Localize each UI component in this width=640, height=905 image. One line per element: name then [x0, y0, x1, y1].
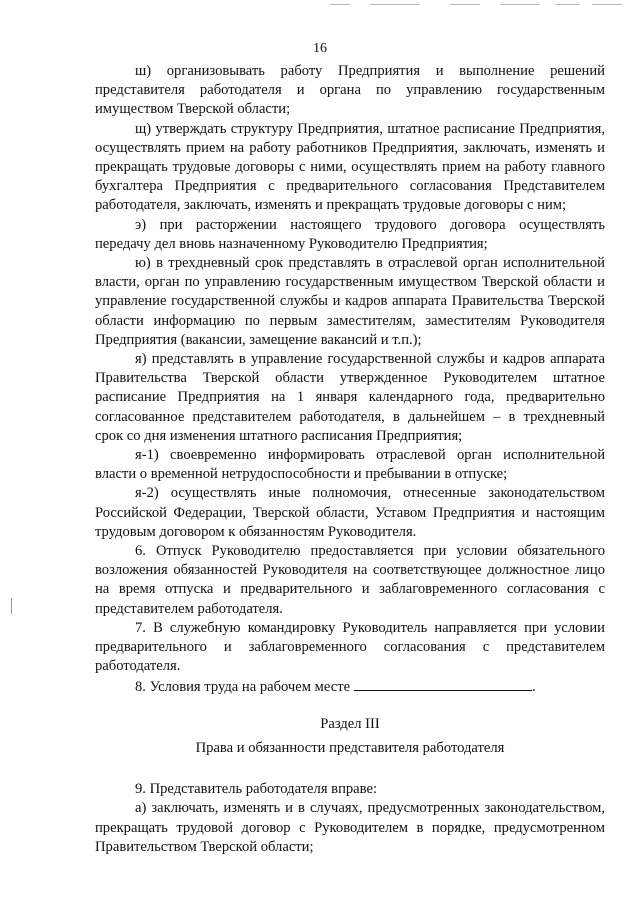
- page-number: 16: [313, 41, 327, 56]
- paragraph-8: [95, 677, 605, 697]
- paragraph-shch: щ) утверждать структуру Предприятия, штатное расписание Предприятия, осуществлять прием на работу работников Предприятия, заключать, изменять и прекращать трудовые договоры с ними, осуществлять прием на работу главного бухгалтера Предприятия с предварительного согласования Представителем работодателя, заключать, изменять и прекращать трудовые договоры с ним;: [95, 120, 605, 214]
- paragraph-9a: а) заключать, изменять и в случаях, предусмотренных законодательством, прекращать трудовой договор с Руководителем в порядке, предусмотренном Правительством Тверской области;: [95, 800, 605, 855]
- document-body: [95, 62, 605, 857]
- work-conditions-blank-line: [354, 677, 532, 691]
- paragraph-7: 7. В служебную командировку Руководитель направляется при условии предварительного и заблаговременного согласования с представителем работодателя.: [95, 619, 605, 675]
- section-title: Права и обязанности представителя работодателя: [195, 739, 505, 756]
- paragraph-6: 6. Отпуск Руководителю предоставляется при условии обязательного возложения обязанностей Руководителя на соответствующее должностное лицо на время отпуска и предварительного и заблаговременного согласования с представителем работодателя.: [95, 543, 605, 617]
- section-number: Раздел III: [320, 715, 380, 732]
- paragraph-sh: ш) организовывать работу Предприятия и выполнение решений представителя работодателя и органа по управлению государственным имуществом Тверской области;: [95, 63, 605, 118]
- scan-margin-mark: [11, 598, 12, 614]
- work-conditions-ending: .: [532, 678, 536, 695]
- paragraph-9: 9. Представитель работодателя вправе:: [135, 781, 377, 798]
- paragraph-ya: я) представлять в управление государственной службы и кадров аппарата Правительства Тверской области утвержденное Руководителем штатное расписание Предприятия на 1 января календарного года, предварительно согласованное представителем работодателя, в дальнейшем – в трехдневный срок со дня изменения штатного расписания Предприятия;: [95, 351, 605, 444]
- paragraph-ya-1: я-1) своевременно информировать отраслевой орган исполнительной власти о временной нетрудоспособности и пребывании в отпуске;: [95, 447, 605, 483]
- work-conditions-label: 8. Условия труда на рабочем месте: [135, 678, 351, 695]
- paragraph-yu: ю) в трехдневный срок представлять в отраслевой орган исполнительной власти, орган по управлению государственным имуществом Тверской области и управление государственной службы и кадров аппарата Правительства Тверской области информацию по первым заместителям, заместителям Руководителя Предприятия (вакансии, замещение вакансий и т.п.);: [95, 255, 605, 348]
- scan-artifact-marks: [330, 2, 630, 8]
- paragraph-ya-2: я-2) осуществлять иные полномочия, отнесенные законодательством Российской Федерации, Тверской области, Уставом Предприятия и настоящим трудовым договором к обязанностям Руководителя.: [95, 485, 605, 540]
- paragraph-e: э) при расторжении настоящего трудового договора осуществлять передачу дел вновь назначенному Руководителю Предприятия;: [95, 216, 605, 252]
